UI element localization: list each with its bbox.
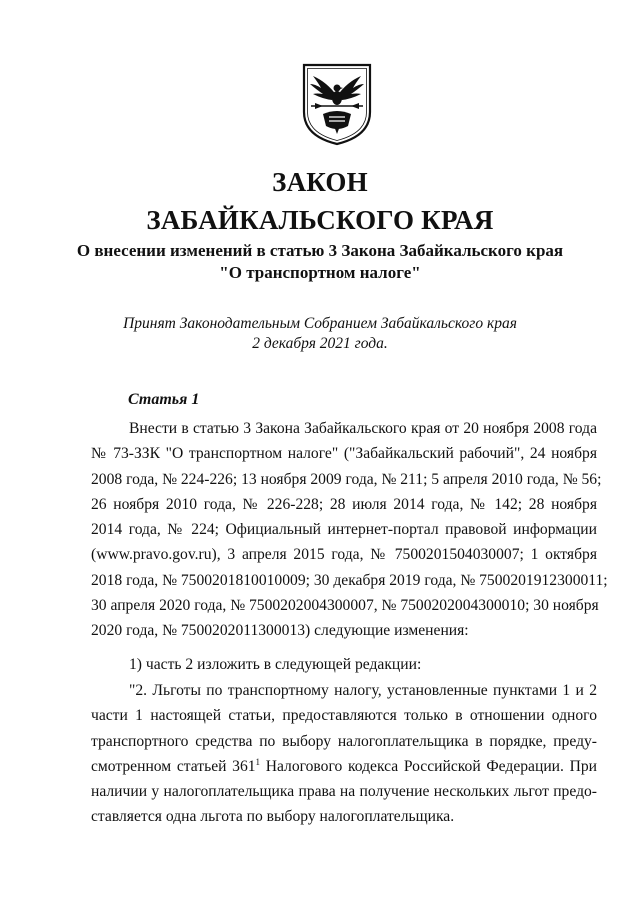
text-fragment: смотренном статьей 361	[91, 757, 256, 775]
text-line: 2020 года, № 7500202011300013) следующие изменения:	[91, 622, 469, 640]
adoption-line: Принят Законодательным Собранием Забайкальского края	[123, 315, 517, 332]
text-line: 2014 года, № 224; Официальный интернет-портал правовой информации	[91, 521, 597, 539]
quoted-paragraph	[91, 678, 597, 830]
text-line: 1) часть 2 изложить в следующей редакции:	[129, 656, 422, 673]
text-line: № 73-ЗЗК "О транспортном налоге" ("Забайкальский рабочий", 24 ноября	[91, 445, 597, 463]
text-line: части 1 настоящей статьи, предоставляются только в отношении одного	[91, 707, 597, 725]
text-line: 26 ноября 2010 года, № 226-228; 28 июля 2014 года, № 142; 28 ноября	[91, 495, 597, 513]
subtitle-line: О внесении изменений в статью 3 Закона Забайкальского края	[76, 241, 564, 260]
article-heading: Статья 1	[128, 391, 200, 408]
text-line: транспортного средства по выбору налогоплательщика в порядке, преду-	[91, 732, 597, 750]
article-paragraph	[91, 416, 608, 644]
subtitle-line: "О транспортном налоге"	[219, 263, 421, 282]
text-line: ставляется одна льгота по выбору налогоплательщика.	[91, 808, 455, 826]
text-line: "2. Льготы по транспортному налогу, установленные пунктами 1 и 2	[129, 682, 597, 699]
text-line: 2018 года, № 7500201810010009; 30 декабря 2019 года, № 7500201912300011;	[91, 571, 608, 589]
text-line: 30 апреля 2020 года, № 7500202004300007, № 7500202004300010; 30 ноября	[91, 597, 599, 615]
text-line	[91, 754, 597, 779]
text-fragment: Налогового кодекса Российской Федерации. При	[260, 757, 597, 775]
text-line: 2008 года, № 224-226; 13 ноября 2009 года, № 211; 5 апреля 2010 года, № 56;	[91, 470, 602, 488]
article-item	[91, 652, 597, 677]
adoption-note	[0, 314, 640, 354]
text-line: Внести в статью 3 Закона Забайкальского края от 20 ноября 2008 года	[129, 420, 597, 437]
document-subtitle	[0, 240, 640, 284]
document-title-region: ЗАБАЙКАЛЬСКОГО КРАЯ	[146, 205, 494, 235]
document-title: ЗАКОН	[272, 167, 368, 197]
text-line: наличии у налогоплательщика права на получение нескольких льгот предо-	[91, 783, 597, 801]
superscript: 1	[255, 756, 261, 767]
adoption-date: 2 декабря 2021 года.	[252, 335, 388, 352]
coat-of-arms-emblem-icon	[301, 62, 373, 146]
text-line: (www.pravo.gov.ru), 3 апреля 2015 года, № 7500201504030007; 1 октября	[91, 546, 597, 564]
